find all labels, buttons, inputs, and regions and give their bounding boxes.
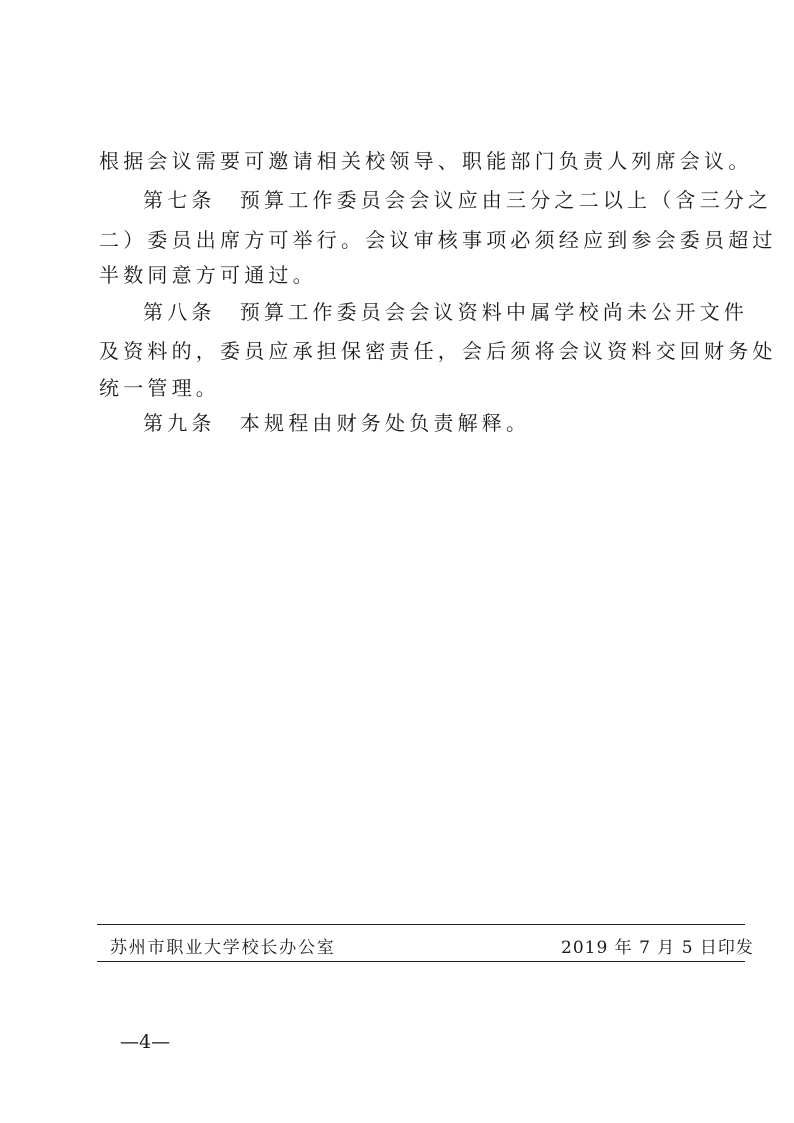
article-9-line-1: 第九条 本规程由财务处负责解释。 (143, 411, 531, 435)
issuer-name: 苏州市职业大学校长办公室 (110, 938, 336, 958)
article-7-line-1: 第七条 预算工作委员会会议应由三分之二以上（含三分之 (143, 188, 773, 212)
article-8-line-1: 第八条 预算工作委员会会议资料中属学校尚未公开文件 (143, 300, 748, 324)
page-number: —4— (120, 1031, 171, 1053)
article-8-line-2: 及资料的，委员应承担保密责任，会后须将会议资料交回财务处 (99, 339, 777, 363)
print-date: 2019 年 7 月 5 日印发 (561, 938, 754, 958)
footer-bottom-rule (97, 961, 745, 962)
article-7-line-2: 二）委员出席方可举行。会议审核事项必须经应到参会委员超过 (99, 228, 777, 252)
footer-top-rule (97, 924, 745, 925)
article-7-line-3: 半数同意方可通过。 (99, 263, 317, 287)
article-8-line-3: 统一管理。 (99, 376, 220, 400)
paragraph-line-1: 根据会议需要可邀请相关校领导、职能部门负责人列席会议。 (99, 149, 753, 173)
